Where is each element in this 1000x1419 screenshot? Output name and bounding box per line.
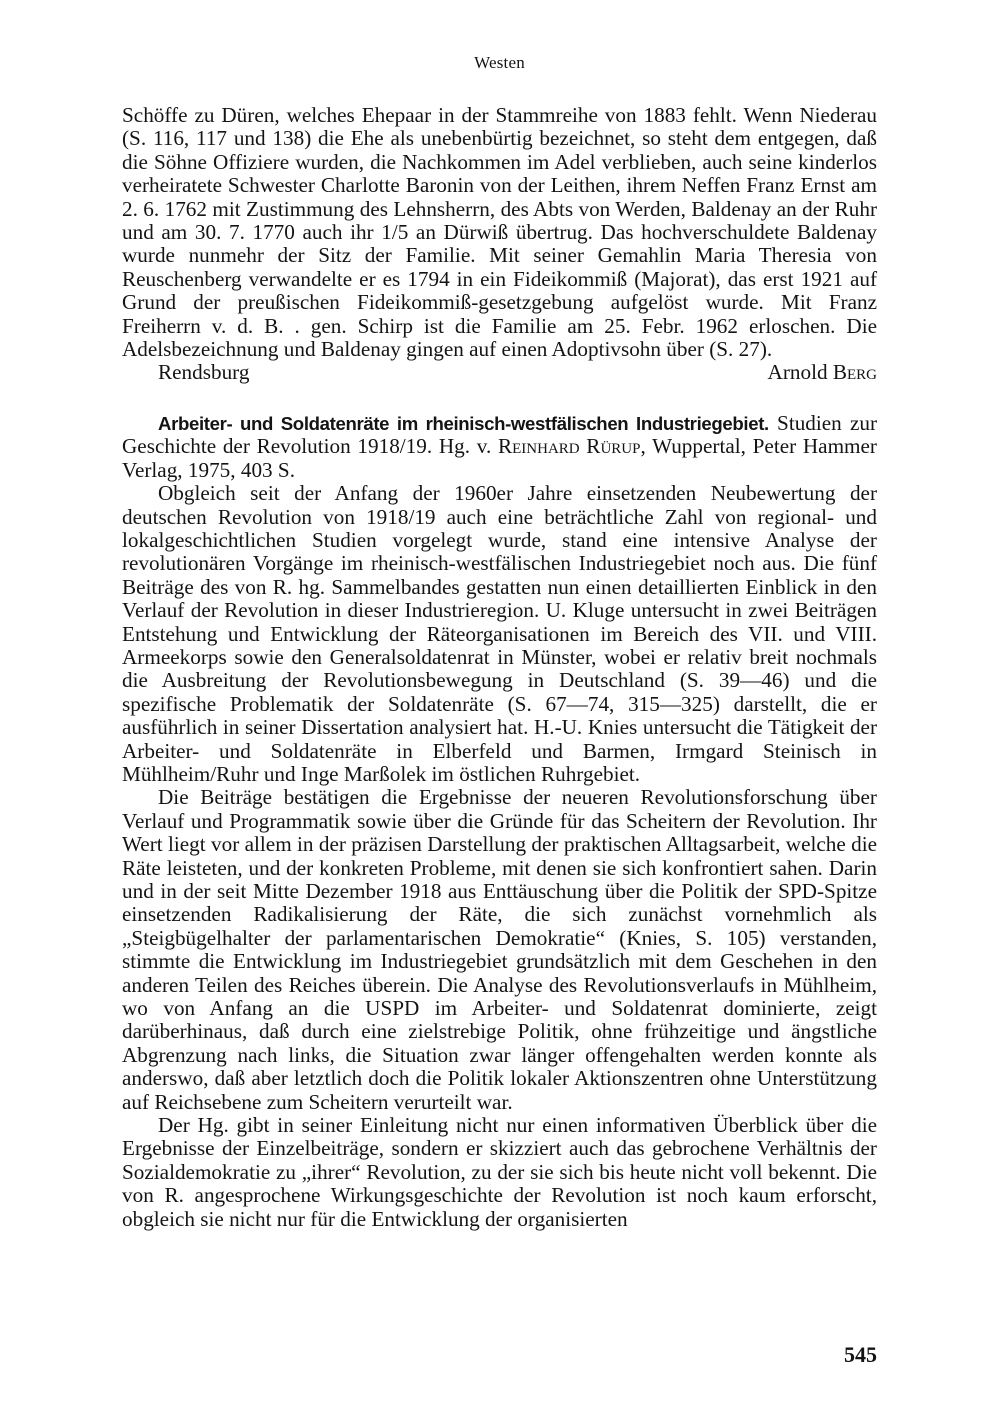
review-book-title: Arbeiter- und Soldatenräte im rheinisch-westfälischen Industriegebiet.	[158, 412, 769, 434]
reviewer-place: Rendsburg	[158, 360, 250, 385]
reviewer-last-name: Berg	[832, 360, 877, 385]
review-bibliographic-heading	[122, 412, 877, 482]
review-paragraph-3: Der Hg. gibt in seiner Einleitung nicht nur einen informativen Überblick über die Ergebnisse der Einzelbeiträge, sondern er skizziert auch das gebrochene Verhältnis der Sozialdemokratie zu „ihrer“ Revolution, zu der sie sich bis heute nicht voll bekennt. Die von R. angesprochene Wirkungsgeschichte der Revolution ist noch kaum erforscht, obgleich sie nicht nur für die Entwicklung der organisierten	[122, 1113, 877, 1231]
reviewer-name	[768, 361, 877, 384]
review-editor-name: Reinhard Rürup	[497, 434, 641, 459]
review-subtitle-part2: , Wuppertal, Peter Hammer Verlag, 1975, 403 S.	[122, 434, 877, 482]
body-text	[122, 104, 877, 1231]
review-paragraph-2: Die Beiträge bestätigen die Ergebnisse der neueren Revolutionsforschung über Verlauf und Programmatik sowie über die Gründe für das Scheitern der Revolution. Ihr Wert liegt vor allem in der präzisen Darstellung der praktischen Alltagsarbeit, welche die Räte leisteten, und der konkreten Probleme, mit denen sie sich konfrontiert sahen. Darin und in der seit Mitte Dezember 1918 aus Enttäuschung über die Politik der SPD-Spitze einsetzenden Radikalisierung der Räte, die sich zunächst vornehmlich als „Steigbügelhalter der parlamentarischen Demokratie“ (Knies, S. 105) verstanden, stimmte die Entwicklung im Industriegebiet grundsätzlich mit dem Geschehen in den anderen Teilen des Reiches überein. Die Analyse des Revolutionsverlaufs in Mühlheim, wo von Anfang an die USPD im Arbeiter- und Soldatenrat dominierte, zeigt darüberhinaus, daß durch eine zielstrebige Politik, ohne frühzeitige und ängstliche Abgrenzung nach links, die Situation zwar länger offengehalten werden konnte als anderswo, daß aber letztlich doch die Politik lokaler Aktionszentren ohne Unterstützung auf Reichsebene zum Scheitern verurteilt war.	[122, 785, 877, 1114]
review-paragraph-1: Obgleich seit der Anfang der 1960er Jahre einsetzenden Neubewertung der deutschen Revolution von 1918/19 auch eine beträchtliche Zahl von regional- und lokalgeschichtlichen Studien vorgelegt wurde, stand eine intensive Analyse der revolutionären Vorgänge im rheinisch-westfälischen Industriegebiet noch aus. Die fünf Beiträge des von R. hg. Sammelbandes gestatten nun einen detaillierten Einblick in den Verlauf der Revolution in dieser Industrieregion. U. Kluge untersucht in zwei Beiträgen Entstehung und Entwicklung der Räteorganisationen im Bereich des VII. und VIII. Armeekorps sowie den Generalsoldatenrat in Münster, wobei er relativ breit nochmals die Ausbreitung der Revolutionsbewegung in Deutschland (S. 39—46) und die spezifische Problematik der Soldatenräte (S. 67—74, 315—325) darstellt, die er ausführlich in seiner Dissertation analysiert hat. H.-U. Knies untersucht die Tätigkeit der Arbeiter- und Soldatenräte in Elberfeld und Barmen, Irmgard Steinisch in Mühlheim/Ruhr und Inge Marßolek im östlichen Ruhrgebiet.	[122, 481, 877, 786]
previous-review-continuation: Schöffe zu Düren, welches Ehepaar in der Stammreihe von 1883 fehlt. Wenn Niederau (S. 116, 117 und 138) die Ehe als unebenbürtig bezeichnet, so steht dem entgegen, daß die Söhne Offiziere wurden, die Nachkommen im Adel verblieben, auch seine kinderlos verheiratete Schwester Charlotte Baronin von der Leithen, ihrem Neffen Franz Ernst am 2. 6. 1762 mit Zustimmung des Lehnsherrn, des Abts von Werden, Baldenay an der Ruhr und am 30. 7. 1770 auch ihr 1/5 an Dürwiß übertrug. Das hochverschuldete Baldenay wurde nunmehr der Sitz der Familie. Mit seiner Gemahlin Maria Theresia von Reuschenberg verwandelte er es 1794 in ein Fideikommiß (Majorat), das erst 1921 auf Grund der preußischen Fideikommiß-gesetzgebung aufgelöst wurde. Mit Franz Freiherrn v. d. B. . gen. Schirp ist die Familie am 25. Febr. 1962 erloschen. Die Adelsbezeichnung und Baldenay gingen auf einen Adoptivsohn über (S. 27).	[122, 103, 877, 362]
document-page	[122, 0, 877, 1419]
reviewer-first-name: Arnold	[767, 360, 833, 385]
review-subtitle-part1: Studien zur Geschichte der Revolution 1918/19. Hg. v.	[122, 410, 878, 459]
page-number: 545	[844, 1342, 877, 1367]
running-head: Westen	[474, 53, 525, 72]
previous-review-signature	[122, 361, 877, 384]
